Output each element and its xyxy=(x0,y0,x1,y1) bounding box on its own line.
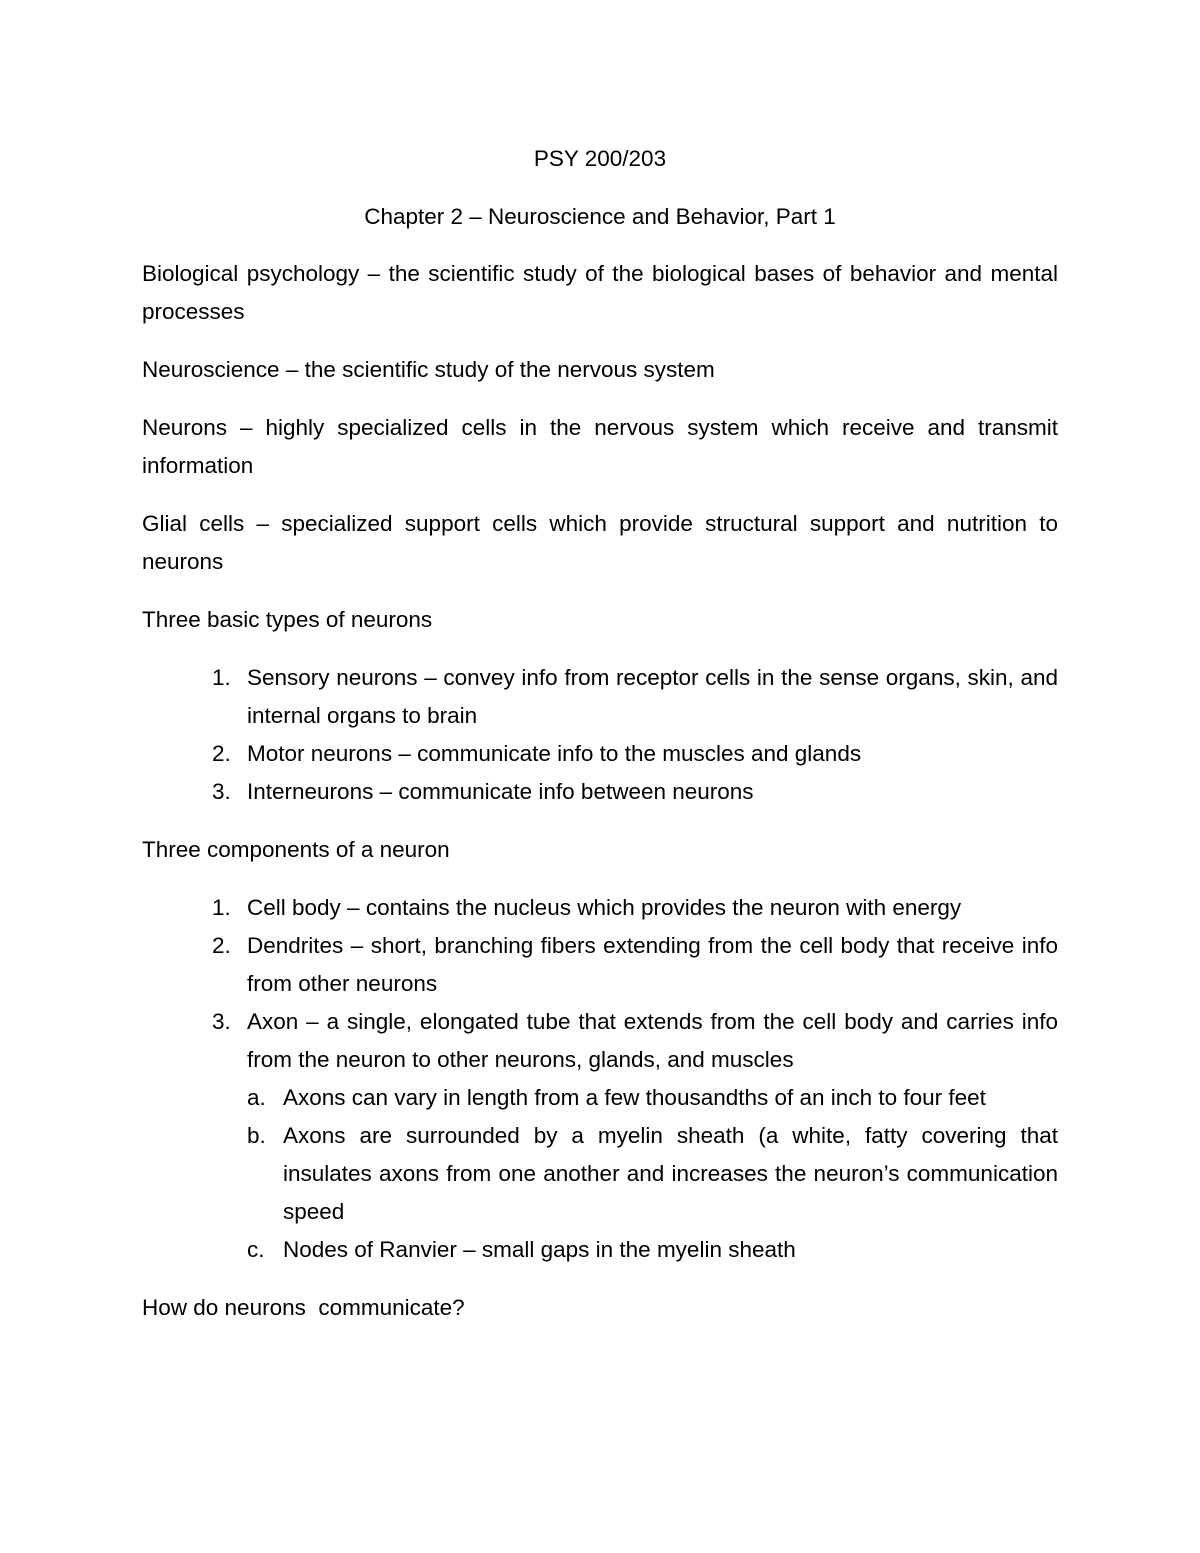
list-item-text: Axon – a single, elongated tube that extends from the cell body and carries info from the neuron to other neurons, glands, and muscles xyxy=(247,1009,1058,1072)
definition-text: the scientific study of the nervous system xyxy=(304,357,715,382)
list-item xyxy=(142,659,1058,735)
definition-term: Biological psychology xyxy=(142,261,360,286)
list-item xyxy=(142,927,1058,1003)
neuron-types-heading: Three basic types of neurons xyxy=(142,607,433,632)
definition-separator: – xyxy=(227,415,266,440)
list-item-text: Interneurons – communicate info between neurons xyxy=(247,779,754,804)
course-title: PSY 200/203 xyxy=(533,146,667,171)
list-item xyxy=(142,889,1058,927)
definition-term: Neurons xyxy=(142,415,228,440)
definition-neuroscience xyxy=(142,351,1058,389)
definition-separator: – xyxy=(359,261,389,286)
definition-text: highly specialized cells in the nervous system which receive and transmit information xyxy=(142,415,1058,478)
list-item-text: Cell body – contains the nucleus which provides the neuron with energy xyxy=(247,895,962,920)
list-item xyxy=(142,1003,1058,1269)
definition-glial-cells xyxy=(142,505,1058,581)
sublist-item-text: Nodes of Ranvier – small gaps in the myelin sheath xyxy=(283,1237,796,1262)
list-marker: 2. xyxy=(212,741,231,766)
neuron-components-heading: Three components of a neuron xyxy=(142,837,450,862)
list-item xyxy=(142,773,1058,811)
chapter-title: Chapter 2 – Neuroscience and Behavior, Part 1 xyxy=(364,204,836,229)
definition-biological-psychology xyxy=(142,255,1058,331)
definition-neurons xyxy=(142,409,1058,485)
sublist-marker: a. xyxy=(247,1085,266,1110)
definition-text: the scientific study of the biological bases of behavior and mental processes xyxy=(142,261,1058,324)
sublist-item xyxy=(247,1117,1058,1231)
list-marker: 1. xyxy=(212,665,231,690)
list-marker: 2. xyxy=(212,933,231,958)
definition-term: Neuroscience xyxy=(142,357,280,382)
list-marker: 3. xyxy=(212,1009,231,1034)
sublist-item xyxy=(247,1231,1058,1269)
list-item-text: Sensory neurons – convey info from receptor cells in the sense organs, skin, and internal organs to brain xyxy=(247,665,1058,728)
definition-separator: – xyxy=(279,357,305,382)
neuron-components-list xyxy=(142,889,1058,1269)
definition-text: specialized support cells which provide structural support and nutrition to neurons xyxy=(142,511,1058,574)
sublist-item-text: Axons are surrounded by a myelin sheath (a white, fatty covering that insulates axons from one another and increases the neuron’s communication speed xyxy=(283,1123,1058,1224)
sublist-item-text: Axons can vary in length from a few thousandths of an inch to four feet xyxy=(283,1085,986,1110)
neuron-types-list xyxy=(142,659,1058,811)
sublist-item xyxy=(247,1079,1058,1117)
sublist-marker: c. xyxy=(247,1237,265,1262)
sublist-marker: b. xyxy=(247,1123,266,1148)
list-item-text: Dendrites – short, branching fibers extending from the cell body that receive info from other neurons xyxy=(247,933,1058,996)
definition-separator: – xyxy=(244,511,282,536)
definition-term: Glial cells xyxy=(142,511,245,536)
list-marker: 3. xyxy=(212,779,231,804)
closing-question: How do neurons communicate? xyxy=(142,1295,465,1320)
axon-sublist xyxy=(247,1079,1058,1269)
document-content xyxy=(142,140,1058,1347)
list-item xyxy=(142,735,1058,773)
list-marker: 1. xyxy=(212,895,231,920)
list-item-text: Motor neurons – communicate info to the muscles and glands xyxy=(247,741,862,766)
